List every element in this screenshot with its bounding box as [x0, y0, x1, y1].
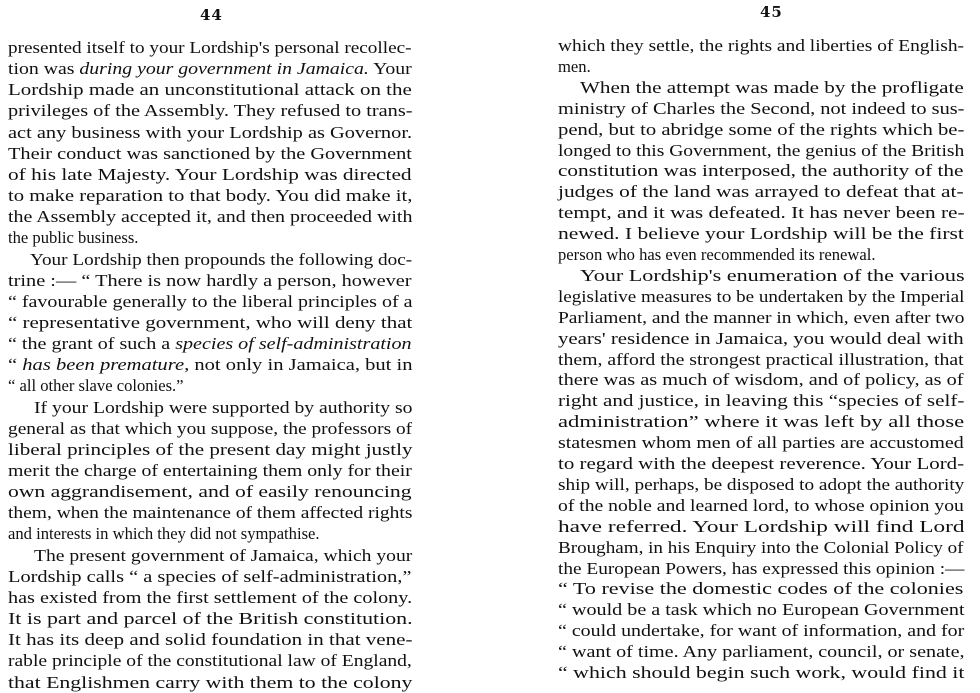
text-line: which they settle, the rights and liberties of English-	[558, 36, 965, 55]
text-line: “ representative government, who will deny that	[8, 312, 413, 332]
text-line: presented itself to your Lordship's personal recollec-	[8, 38, 412, 57]
text-line: them, afford the strongest practical illustration, that	[558, 349, 964, 369]
text-line: “ want of time. Any parliament, council, or senate,	[558, 642, 965, 662]
text-line: It has its deep and solid foundation in that vene-	[8, 630, 413, 650]
text-line: constitution was interposed, the authority of the	[558, 161, 964, 181]
text-line: person who has even recommended its renewal.	[558, 245, 876, 264]
text-line: When the attempt was made by the profligate	[580, 77, 964, 97]
text-line: men.	[558, 56, 591, 76]
text-line: Your Lordship's enumeration of the various	[580, 265, 965, 285]
text-line: the public business.	[8, 228, 139, 248]
italic-text: has been premature,	[22, 355, 190, 375]
text-line: Lordship calls “ a species of self-administration,”	[8, 566, 412, 586]
page-number-right: 45	[760, 3, 783, 21]
text-line: pend, but to abridge some of the rights which be-	[558, 119, 965, 139]
text-line: legislative measures to be undertaken by the Imperial	[558, 286, 965, 306]
text-line: to regard with the deepest reverence. Your Lord-	[558, 454, 965, 473]
text-line: rable principle of the constitutional law of England,	[8, 651, 412, 671]
text-line: “ which should begin such work, would find it	[558, 663, 965, 682]
text-line: Their conduct was sanctioned by the Government	[8, 143, 412, 163]
text-line: has existed from the first settlement of the colony.	[8, 587, 413, 607]
text-line: the European Powers, has expressed this opinion :—	[558, 558, 965, 578]
text-line: ship will, perhaps, be disposed to adopt the authority	[558, 474, 965, 494]
text-line: “ To revise the domestic codes of the colonies	[558, 579, 964, 599]
text-line: “ favourable generally to the liberal principles of a	[8, 291, 413, 311]
text-line: longed to this Government, the genius of the British	[558, 140, 965, 160]
text-line: ministry of Charles the Second, not indeed to sus-	[558, 98, 965, 118]
text-line: “ has been premature, not only in Jamaica, but in	[8, 355, 413, 375]
text-line: The present government of Jamaica, which your	[34, 545, 413, 565]
text-line: “ would be a task which no European Government	[558, 600, 965, 620]
text-line: “ the grant of such a species of self-administration	[8, 334, 412, 354]
text-line: Parliament, and the manner in which, even after two	[558, 307, 965, 327]
text-line: of the noble and learned lord, to whose opinion you	[558, 495, 964, 515]
text-line: privileges of the Assembly. They refused to trans-	[8, 101, 413, 121]
text-line: that Englishmen carry with them to the colony	[8, 672, 413, 692]
text-line: “ all other slave colonies.”	[8, 376, 184, 396]
text-line: the Assembly accepted it, and then proceeded with	[8, 207, 413, 227]
italic-text: species of self-administration	[175, 334, 412, 354]
text-line: liberal principles of the present day might justly	[8, 439, 413, 459]
italic-text: during your government in Jamaica.	[79, 59, 369, 79]
text-line: and interests in which they did not sympathise.	[8, 524, 320, 544]
text-line: general as that which you suppose, the professors of	[8, 418, 413, 438]
text-line: years' residence in Jamaica, you would deal with	[558, 328, 964, 348]
text-line: statesmen whom men of all parties are accustomed	[558, 433, 964, 453]
text-line: of his late Majesty. Your Lordship was directed	[8, 164, 412, 184]
text-line: trine :— “ There is now hardly a person, however	[8, 270, 412, 290]
text-line: newed. I believe your Lordship will be the first	[558, 224, 964, 244]
text-line: judges of the land was arrayed to defeat that at-	[558, 182, 964, 202]
text-line: there was as much of wisdom, and of policy, as of	[558, 370, 964, 390]
page-number-left: 44	[200, 6, 223, 24]
text-line: tion was during your government in Jamaica. Your	[8, 59, 412, 79]
text-line: If your Lordship were supported by authority so	[34, 397, 413, 417]
text-line: It is part and parcel of the British constitution.	[8, 609, 413, 629]
text-line: “ could undertake, for want of information, and for	[558, 621, 965, 641]
text-line: to make reparation to that body. You did make it,	[8, 186, 413, 206]
text-line: Brougham, in his Enquiry into the Colonial Policy of	[558, 537, 964, 557]
text-line: them, when the maintenance of them affected rights	[8, 503, 413, 523]
text-line: Lordship made an unconstitutional attack on the	[8, 80, 412, 100]
text-line: own aggrandisement, and of easily renouncing	[8, 482, 412, 502]
text-line: administration” where it was left by all those	[558, 412, 965, 432]
text-line: have referred. Your Lordship will find Lord	[558, 516, 965, 536]
text-line: Your Lordship then propounds the following doc-	[30, 249, 413, 269]
text-line: right and justice, in leaving this “species of self-	[558, 391, 965, 411]
text-line: act any business with your Lordship as Governor.	[8, 122, 413, 142]
text-line: tempt, and it was defeated. It has never been re-	[558, 203, 965, 223]
text-line: merit the charge of entertaining them only for their	[8, 461, 412, 480]
